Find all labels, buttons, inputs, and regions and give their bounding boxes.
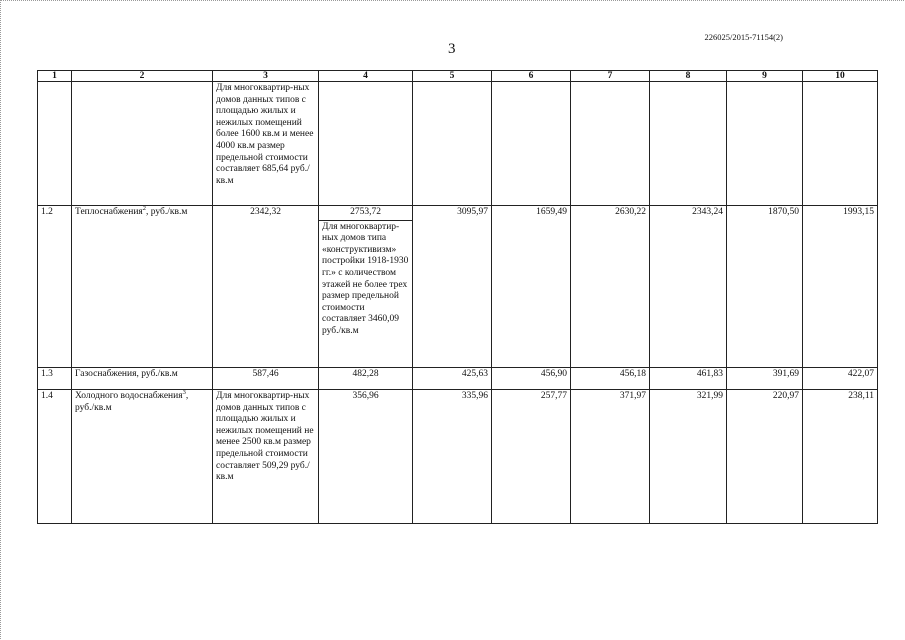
value-cell: 321,99 xyxy=(650,390,727,524)
row-name xyxy=(72,206,213,368)
table-cell xyxy=(413,82,492,206)
page-number: 3 xyxy=(448,41,456,57)
table-cell xyxy=(319,82,413,206)
row-number: 1.2 xyxy=(38,206,72,368)
table-cell xyxy=(492,82,571,206)
value-cell: 2630,22 xyxy=(571,206,650,368)
table-cell xyxy=(38,82,72,206)
value-cell: 257,77 xyxy=(492,390,571,524)
value-cell: 587,46 xyxy=(213,368,319,390)
row-unit: , руб./кв.м xyxy=(75,391,189,413)
value-cell: 422,07 xyxy=(803,368,878,390)
document-id: 226025/2015-71154(2) xyxy=(704,32,783,42)
header-cell: 6 xyxy=(492,71,571,82)
header-cell: 2 xyxy=(72,71,213,82)
row-number: 1.3 xyxy=(38,368,72,390)
table-row-1-2 xyxy=(38,206,878,368)
table-cell xyxy=(571,82,650,206)
value-cell: 2343,24 xyxy=(650,206,727,368)
header-row xyxy=(38,71,878,82)
row-number: 1.4 xyxy=(38,390,72,524)
value-cell: 3095,97 xyxy=(413,206,492,368)
row-unit: , руб./кв.м xyxy=(146,207,188,217)
footnote-ref: 3 xyxy=(182,388,186,396)
value-cell: 1993,15 xyxy=(803,206,878,368)
value-cell: 356,96 xyxy=(319,390,413,524)
header-cell: 1 xyxy=(38,71,72,82)
table-cell xyxy=(72,82,213,206)
header-cell: 7 xyxy=(571,71,650,82)
value-cell: 482,28 xyxy=(319,368,413,390)
table-row-1-4 xyxy=(38,390,878,524)
value-cell: 220,97 xyxy=(727,390,803,524)
row-name-text: Теплоснабжения xyxy=(75,207,143,217)
value-cell: 391,69 xyxy=(727,368,803,390)
footnote-cell: Для многоквартир-ных домов данных типов с площадью жилых и нежилых помещений не менее 2500 кв.м размер предельной стоимости составляет 509,29 руб./кв.м xyxy=(213,390,319,524)
value-cell: 456,90 xyxy=(492,368,571,390)
value-cell: 1659,49 xyxy=(492,206,571,368)
value-cell: 2342,32 xyxy=(213,206,319,368)
row-name-text: Холодного водоснабжения xyxy=(75,391,183,401)
table-row-continuation xyxy=(38,82,878,206)
table-row-1-3 xyxy=(38,368,878,390)
value-cell: 456,18 xyxy=(571,368,650,390)
value-cell: 335,96 xyxy=(413,390,492,524)
tariff-table xyxy=(37,70,878,524)
row-name xyxy=(72,390,213,524)
header-cell: 9 xyxy=(727,71,803,82)
footnote-ref: 2 xyxy=(142,204,147,212)
header-cell: 4 xyxy=(319,71,413,82)
table-cell xyxy=(803,82,878,206)
value-cell: 371,97 xyxy=(571,390,650,524)
table-cell xyxy=(650,82,727,206)
value-cell: 461,83 xyxy=(650,368,727,390)
value-cell: 425,63 xyxy=(413,368,492,390)
value-cell-with-note xyxy=(319,206,413,368)
table-cell xyxy=(727,82,803,206)
footnote-cell: Для многоквартир-ных домов данных типов с площадью жилых и нежилых помещений более 1600 кв.м и менее 4000 кв.м размер предельной стоимости составляет 685,64 руб./кв.м xyxy=(213,82,319,206)
row-name: Газоснабжения, руб./кв.м xyxy=(72,368,213,390)
footnote-text: Для многоквартир-ных домов типа «конструктивизм» постройки 1918-1930 гг.» с количеством этажей не более трех размер предельной стоимости составляет 3460,09 руб./кв.м xyxy=(322,221,409,336)
header-cell: 10 xyxy=(803,71,878,82)
header-cell: 8 xyxy=(650,71,727,82)
value-cell: 238,11 xyxy=(803,390,878,524)
value: 2753,72 xyxy=(319,206,412,221)
value-cell: 1870,50 xyxy=(727,206,803,368)
header-cell: 5 xyxy=(413,71,492,82)
header-cell: 3 xyxy=(213,71,319,82)
